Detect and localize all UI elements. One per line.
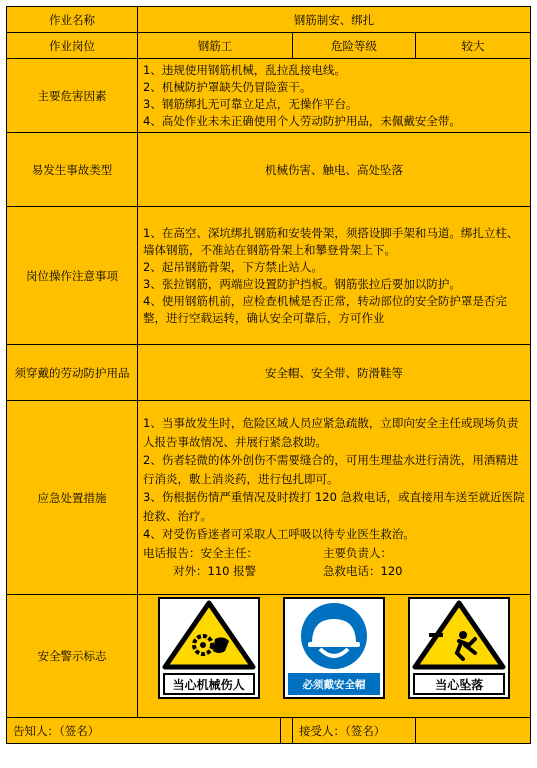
phone-line-1 xyxy=(143,544,525,563)
list-item: 2、起吊钢筋骨架，下方禁止站人。 xyxy=(143,259,323,274)
accident-value: 机械伤害、触电、高处坠落 xyxy=(138,133,531,207)
gear-hand-warning-icon xyxy=(161,599,257,671)
risk-label: 危险等级 xyxy=(293,33,416,59)
signs-group xyxy=(138,595,530,701)
receiver-signature: 接受人：（签名） xyxy=(293,718,416,744)
receiver-signature-space xyxy=(416,718,531,744)
list-item: 1、在高空、深坑绑扎钢筋和安装骨架，须搭设脚手架和马道。绑扎立柱、墙体钢筋，不准站在钢筋骨架上和攀登骨架上下。 xyxy=(143,225,519,257)
signs-cell xyxy=(138,595,531,718)
signs-label: 安全警示标志 xyxy=(7,595,138,718)
row-job-name xyxy=(7,7,531,33)
informer-signature: 告知人：（签名） xyxy=(7,718,281,744)
row-accident xyxy=(7,133,531,207)
list-item: 1、当事故发生时，危险区域人员应紧急疏散，立即向安全主任或现场负责人报告事故情况、并展行紧急救助。 xyxy=(143,416,519,449)
job-name-value: 钢筋制安、绑扎 xyxy=(138,7,531,33)
risk-value: 较大 xyxy=(416,33,531,59)
sign-label: 必须戴安全帽 xyxy=(288,673,380,695)
falling-person-warning-icon xyxy=(411,599,507,671)
list-item: 2、机械防护罩缺失仍冒险蛮干。 xyxy=(143,79,312,94)
row-hazards xyxy=(7,59,531,133)
row-post xyxy=(7,33,531,59)
emergency-label: 应急处置措施 xyxy=(7,401,138,595)
ppe-label: 须穿戴的劳动防护用品 xyxy=(7,345,138,401)
phone-leader: 主要负责人： xyxy=(323,545,392,560)
notes-label: 岗位操作注意事项 xyxy=(7,207,138,345)
phone-external: 对外：110 报警 xyxy=(173,564,257,579)
hard-hat-mandatory-icon xyxy=(286,599,382,671)
post-value: 钢筋工 xyxy=(138,33,293,59)
phone-report: 电话报告：安全主任： xyxy=(143,545,258,560)
row-notes xyxy=(7,207,531,345)
row-signs xyxy=(7,595,531,718)
row-ppe xyxy=(7,345,531,401)
list-item: 3、钢筋绑扎无可靠立足点，无操作平台。 xyxy=(143,96,358,111)
job-name-label: 作业名称 xyxy=(7,7,138,33)
row-signatures xyxy=(7,718,531,744)
list-item: 4、高处作业未未正确使用个人劳动防护用品，未佩戴安全带。 xyxy=(143,113,461,128)
post-label: 作业岗位 xyxy=(7,33,138,59)
phone-emergency: 急救电话：120 xyxy=(323,564,403,579)
list-item: 3、张拉钢筋，两端应设置防护挡板。钢筋张拉后要加以防护。 xyxy=(143,276,461,291)
notes-list xyxy=(138,207,531,345)
list-item: 4、使用钢筋机前，应检查机械是否正常，转动部位的安全防护罩是否完整，进行空载运转，确认安全可靠后，方可作业 xyxy=(143,293,507,325)
list-item: 1、违规使用钢筋机械，乱拉乱接电线。 xyxy=(143,62,346,77)
accident-label: 易发生事故类型 xyxy=(7,133,138,207)
emergency-list xyxy=(138,401,531,595)
sign-hard-hat xyxy=(283,597,385,699)
list-item: 3、伤根据伤情严重情况及时拨打 120 急救电话，或直接用车送至就近医院抢救、治疗。 xyxy=(143,490,525,523)
ppe-value: 安全帽、安全带、防滑鞋等 xyxy=(138,345,531,401)
list-item: 2、伤者轻微的体外创伤不需要缝合的，可用生理盐水进行清洗，用酒精进行消炎，敷上消炎药，进行包扎即可。 xyxy=(143,453,519,486)
hazards-label: 主要危害因素 xyxy=(7,59,138,133)
safety-notice-table xyxy=(6,6,531,744)
hazards-list xyxy=(138,59,531,133)
signature-gap xyxy=(281,718,293,744)
list-item: 4、对受伤昏迷者可采取人工呼吸以待专业医生救治。 xyxy=(143,527,415,542)
row-emergency xyxy=(7,401,531,595)
sign-label: 当心机械伤人 xyxy=(163,673,255,695)
sign-falling xyxy=(408,597,510,699)
sign-machine-injury xyxy=(158,597,260,699)
sign-label: 当心坠落 xyxy=(413,673,505,695)
phone-line-2 xyxy=(143,562,525,581)
